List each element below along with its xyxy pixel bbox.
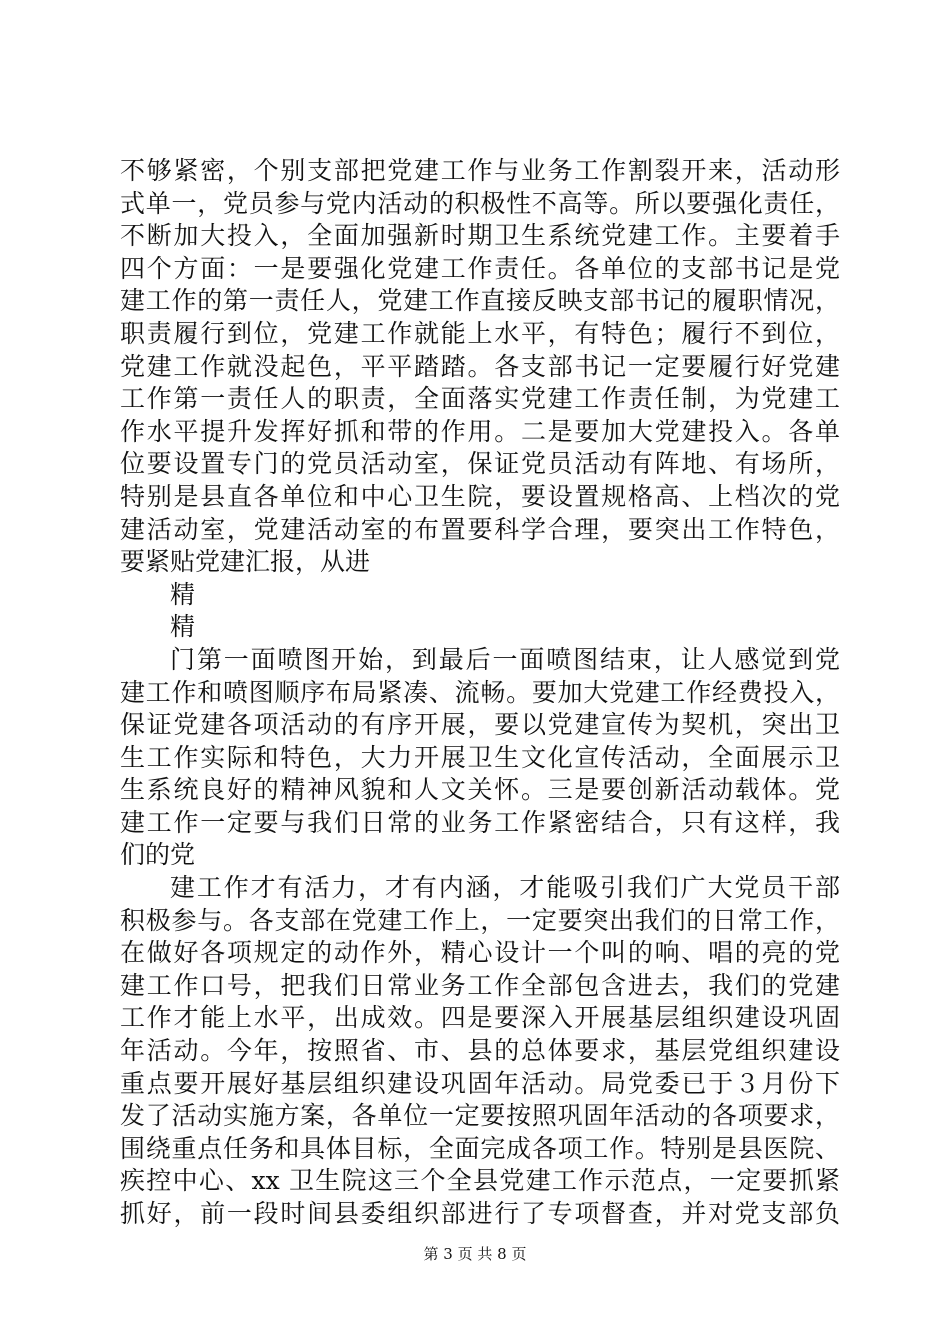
text-line: 重点要开展好基层组织建设巩固年活动。局党委已于３月份下 bbox=[120, 1068, 840, 1098]
text-line: 生工作实际和特色，大力开展卫生文化宣传活动，全面展示卫 bbox=[120, 742, 840, 772]
text-line: 建工作一定要与我们日常的业务工作紧密结合，只有这样，我 bbox=[120, 807, 840, 837]
text-line: 党建工作就没起色，平平踏踏。各支部书记一定要履行好党建 bbox=[120, 351, 840, 381]
text-line: 式单一，党员参与党内活动的积极性不高等。所以要强化责任， bbox=[120, 188, 840, 218]
text-line: 要紧贴党建汇报，从进 bbox=[120, 547, 371, 577]
text-line: 建工作的第一责任人，党建工作直接反映支部书记的履职情况， bbox=[120, 286, 840, 316]
text-line: 特别是县直各单位和中心卫生院，要设置规格高、上档次的党 bbox=[120, 481, 840, 511]
text-line: 不够紧密，个别支部把党建工作与业务工作割裂开来，活动形 bbox=[120, 156, 840, 185]
document-body bbox=[120, 155, 840, 1231]
text-line: 工作才能上水平，出成效。四是要深入开展基层组织建设巩固 bbox=[120, 1003, 840, 1033]
text-line: 精 bbox=[170, 579, 196, 609]
text-line: 建活动室，党建活动室的布置要科学合理，要突出工作特色， bbox=[120, 514, 840, 544]
text-line: 四个方面：一是要强化党建工作责任。各单位的支部书记是党 bbox=[120, 253, 840, 283]
text-line: 年活动。今年，按照省、市、县的总体要求，基层党组织建设 bbox=[120, 1036, 840, 1066]
text-line: 发了活动实施方案，各单位一定要按照巩固年活动的各项要求， bbox=[120, 1101, 840, 1131]
text-line: 疾控中心、xx 卫生院这三个全县党建工作示范点，一定要抓紧 bbox=[120, 1166, 840, 1196]
text-line: 抓好，前一段时间县委组织部进行了专项督查，并对党支部负 bbox=[120, 1199, 840, 1228]
text-line: 积极参与。各支部在党建工作上，一定要突出我们的日常工作， bbox=[120, 905, 840, 935]
text-line: 工作第一责任人的职责，全面落实党建工作责任制，为党建工 bbox=[120, 384, 840, 414]
text-line: 们的党 bbox=[120, 840, 196, 870]
text-line: 不断加大投入，全面加强新时期卫生系统党建工作。主要着手 bbox=[120, 221, 840, 251]
text-line: 建工作才有活力，才有内涵，才能吸引我们广大党员干部 bbox=[170, 873, 840, 903]
text-line: 作水平提升发挥好抓和带的作用。二是要加大党建投入。各单 bbox=[120, 416, 840, 446]
text-line: 建工作口号，把我们日常业务工作全部包含进去，我们的党建 bbox=[120, 970, 840, 1000]
text-line: 门第一面喷图开始，到最后一面喷图结束，让人感觉到党 bbox=[170, 644, 840, 674]
text-line: 围绕重点任务和具体目标，全面完成各项工作。特别是县医院、 bbox=[120, 1133, 840, 1163]
text-line: 保证党建各项活动的有序开展，要以党建宣传为契机，突出卫 bbox=[120, 710, 840, 740]
text-line: 位要设置专门的党员活动室，保证党员活动有阵地、有场所， bbox=[120, 449, 840, 479]
text-line: 精 bbox=[170, 612, 196, 642]
text-line: 在做好各项规定的动作外，精心设计一个叫的响、唱的亮的党 bbox=[120, 938, 840, 968]
text-line: 生系统良好的精神风貌和人文关怀。三是要创新活动载体。党 bbox=[120, 775, 840, 805]
text-line: 建工作和喷图顺序布局紧凑、流畅。要加大党建工作经费投入， bbox=[120, 677, 840, 707]
page-footer: 第 3 页 共 8 页 bbox=[423, 1245, 527, 1263]
text-line: 职责履行到位，党建工作就能上水平，有特色；履行不到位， bbox=[120, 318, 840, 348]
